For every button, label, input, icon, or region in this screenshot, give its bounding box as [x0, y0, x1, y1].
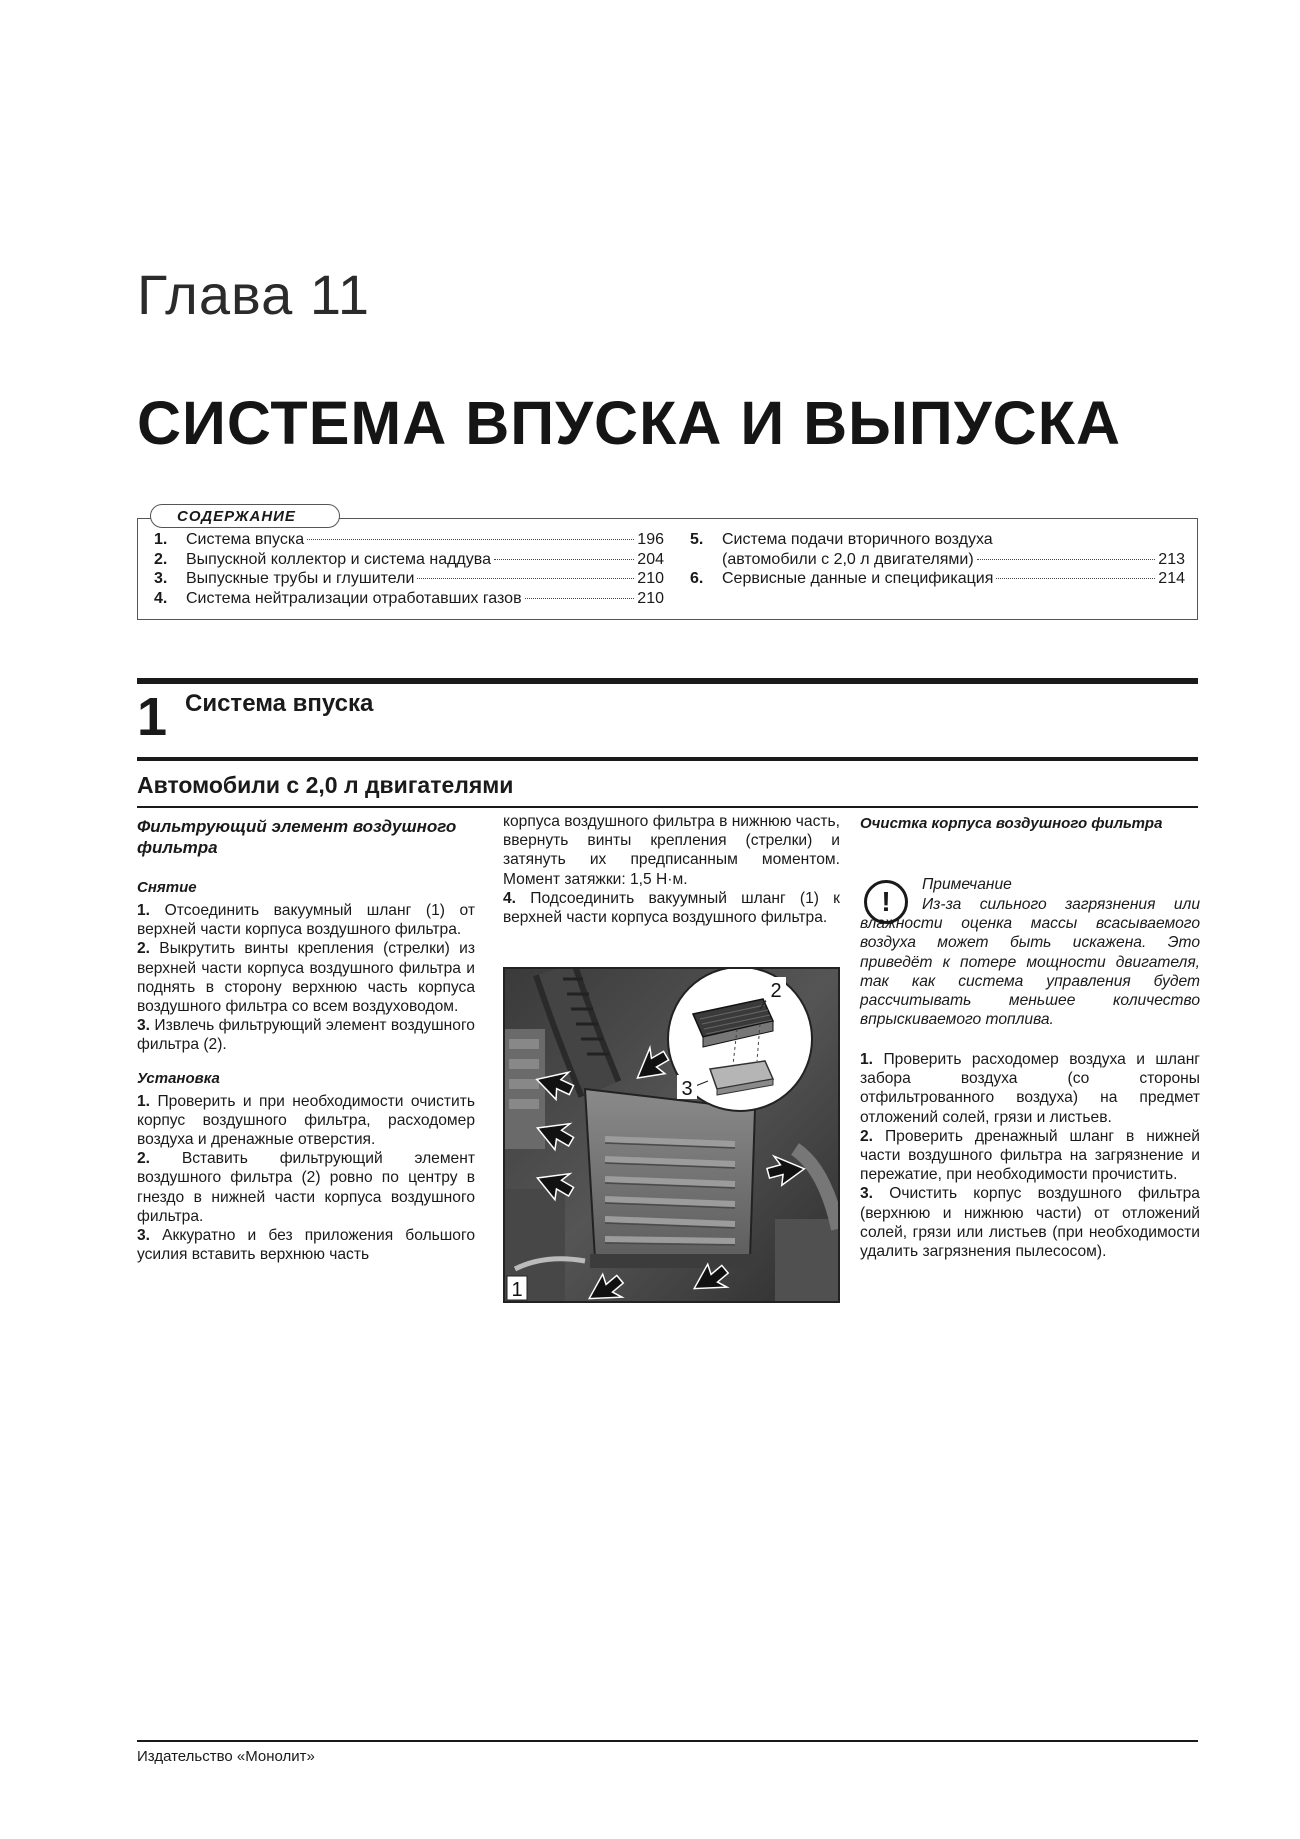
- toc-item-title-line2: (автомобили с 2,0 л двигателями): [722, 550, 974, 568]
- toc-item-page: 213: [1158, 550, 1185, 568]
- toc-item-number: 4.: [154, 589, 168, 607]
- exclamation-icon: !: [864, 880, 908, 924]
- toc-item-page: 196: [637, 531, 664, 548]
- toc-item-number: 2.: [154, 550, 168, 568]
- heading-cleaning: Очистка корпуса воздушного фильтра: [860, 815, 1163, 832]
- footer-rule: [137, 1740, 1198, 1742]
- step: 2. Вставить фильтрующий элемент воздушного фильтра (2) ровно по центру в гнездо в нижней части корпуса воздушного фильтра.: [137, 1150, 475, 1225]
- section-bottom-rule: [137, 757, 1198, 761]
- toc-item[interactable]: [154, 589, 664, 609]
- toc-leader: [996, 578, 1155, 579]
- continued-text: корпуса воздушного фильтра в нижнюю часть, ввернуть винты крепления (стрелки) и затянуть их предписанным моментом. Момент затяжки: 1,5 Н·м.: [503, 813, 840, 888]
- toc-item-page: 204: [637, 550, 664, 568]
- toc-leader: [494, 559, 634, 560]
- heading-installation: Установка: [137, 1069, 220, 1087]
- toc-leader: [417, 578, 634, 579]
- step: 3. Очистить корпус воздушного фильтра (верхнюю и нижнюю части) от отложений солей, грязи или листьев (при необходимости удалить загрязнения пылесосом).: [860, 1185, 1200, 1261]
- subsection-title: Автомобили с 2,0 л двигателями: [137, 772, 514, 798]
- toc-item-number: 6.: [690, 570, 704, 587]
- note-text: Из-за сильного загрязнения или влажности оценка массы всасываемого воздуха может быть искажена. Это приведёт к потере мощности двигателя, так как система управления будет рассчитывать меньшее количество впрыскиваемого топлива.: [860, 896, 1200, 1029]
- column-1: [137, 816, 475, 1264]
- step: 1. Проверить расходомер воздуха и шланг забора воздуха (со стороны отфильтрованного воздуха) на предмет отложений солей, грязи и листьев.: [860, 1051, 1200, 1126]
- toc-item-page: 210: [637, 589, 664, 607]
- toc-left-column: [154, 530, 664, 608]
- toc-item[interactable]: [690, 530, 1185, 550]
- step: 3. Аккуратно и без приложения большого усилия вставить верхнюю часть: [137, 1227, 475, 1264]
- toc-item-title: Система подачи вторичного воздуха: [722, 531, 993, 548]
- toc-item-title: Сервисные данные и спецификация: [722, 570, 994, 587]
- toc-item-page: 210: [637, 570, 664, 587]
- toc-item-number: 5.: [690, 531, 704, 548]
- section-number: 1: [137, 687, 168, 747]
- section-title: Система впуска: [185, 690, 374, 717]
- column-2: [503, 812, 840, 927]
- toc-leader: [977, 559, 1156, 560]
- callout-1: 1: [511, 1279, 523, 1301]
- step: 1. Проверить и при необходимости очистить корпус воздушного фильтра, расходомер воздуха и дренажные отверстия.: [137, 1092, 475, 1149]
- toc-item-page: 214: [1158, 570, 1185, 587]
- step: 2. Проверить дренажный шланг в нижней части воздушного фильтра на загрязнение и пережатие, при необходимости прочистить.: [860, 1127, 1200, 1184]
- toc-item[interactable]: [154, 569, 664, 589]
- toc-item-continuation[interactable]: [690, 550, 1185, 570]
- note-label: Примечание: [922, 876, 1012, 893]
- publisher-footer: Издательство «Монолит»: [137, 1748, 315, 1765]
- toc-right-column: [690, 530, 1185, 589]
- toc-item-number: 3.: [154, 570, 168, 587]
- toc-item[interactable]: [690, 569, 1185, 589]
- toc-item-title: Выпускные трубы и глушители: [186, 570, 415, 587]
- toc-leader: [525, 598, 635, 599]
- toc-item-title: Выпускной коллектор и система наддува: [186, 550, 491, 568]
- column-3: [860, 814, 1200, 833]
- air-filter-illustration: [505, 969, 838, 1301]
- chapter-title: СИСТЕМА ВПУСКА И ВЫПУСКА: [137, 389, 1122, 457]
- air-filter-photo: [503, 967, 840, 1303]
- section-top-rule: [137, 678, 1198, 684]
- step: 4. Подсоединить вакуумный шланг (1) к верхней части корпуса воздушного фильтра.: [503, 889, 840, 927]
- chapter-label: Глава 11: [137, 263, 370, 326]
- heading-filter-element: Фильтрующий элемент воздушного фильтра: [137, 817, 457, 857]
- heading-removal: Снятие: [137, 879, 197, 896]
- toc-item[interactable]: [154, 530, 664, 550]
- step: 1. Отсоединить вакуумный шланг (1) от верхней части корпуса воздушного фильтра.: [137, 902, 475, 939]
- callout-3: 3: [681, 1078, 693, 1100]
- cleaning-steps: [860, 1050, 1200, 1261]
- toc-item-title: Система нейтрализации отработавших газов: [186, 589, 522, 607]
- toc-item-title: Система впуска: [186, 531, 305, 548]
- step: 3. Извлечь фильтрующий элемент воздушного фильтра (2).: [137, 1017, 475, 1054]
- toc-leader: [307, 539, 634, 540]
- toc-item[interactable]: [154, 550, 664, 570]
- toc-item-number: 1.: [154, 531, 168, 548]
- callout-2: 2: [770, 980, 782, 1002]
- step: 2. Выкрутить винты крепления (стрелки) из верхней части корпуса воздушного фильтра и поднять в сторону верхнюю часть корпуса воздушного фильтра со всем воздуховодом.: [137, 940, 475, 1016]
- subsection-rule: [137, 806, 1198, 808]
- toc-label: СОДЕРЖАНИЕ: [150, 504, 340, 528]
